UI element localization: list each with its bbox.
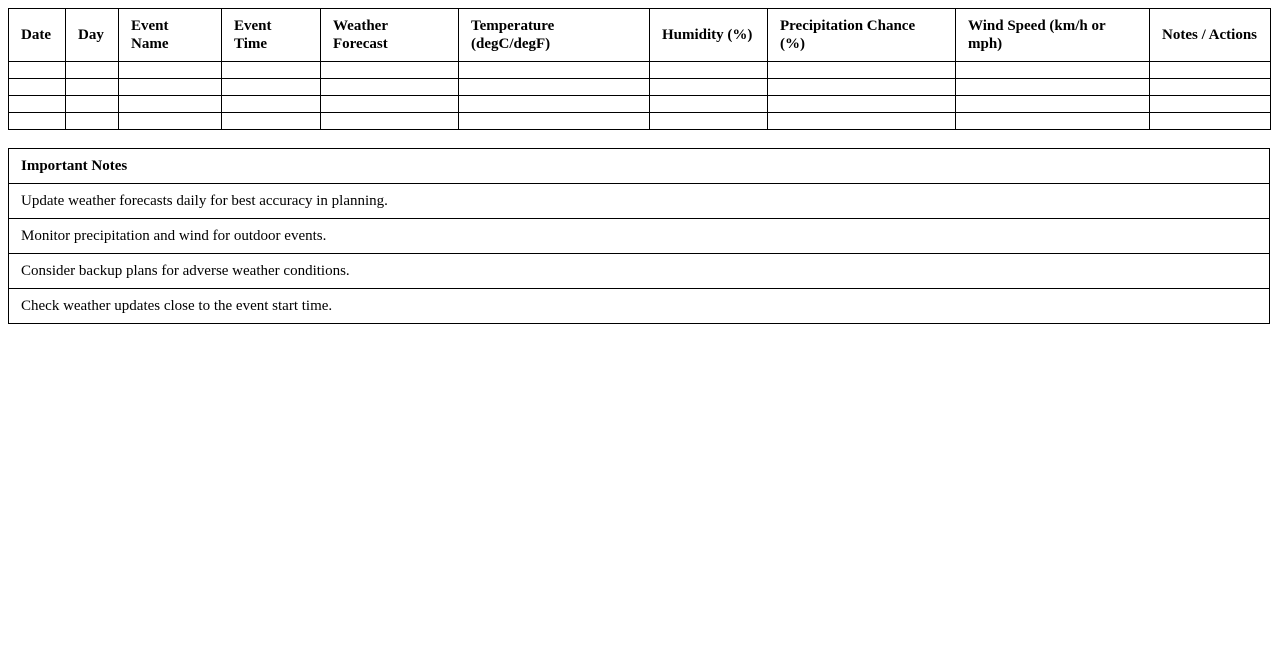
- table-cell[interactable]: [459, 113, 650, 130]
- table-cell[interactable]: [1150, 79, 1271, 96]
- table-cell[interactable]: [459, 96, 650, 113]
- table-cell[interactable]: [9, 79, 66, 96]
- table-cell[interactable]: [650, 113, 768, 130]
- table-cell[interactable]: [956, 96, 1150, 113]
- header-event-name: Event Name: [119, 9, 222, 62]
- header-weather-forecast: Weather Forecast: [321, 9, 459, 62]
- header-temperature: Temperature (degC/degF): [459, 9, 650, 62]
- table-header-row: [9, 9, 1271, 62]
- table-row: [9, 113, 1271, 130]
- header-date: Date: [9, 9, 66, 62]
- table-cell[interactable]: [9, 96, 66, 113]
- table-cell[interactable]: [650, 62, 768, 79]
- notes-heading-row: [9, 149, 1270, 184]
- notes-heading: Important Notes: [9, 149, 1270, 184]
- note-row: [9, 289, 1270, 324]
- important-notes-table: [8, 148, 1270, 324]
- table-cell[interactable]: [321, 62, 459, 79]
- table-cell[interactable]: [768, 79, 956, 96]
- header-humidity: Humidity (%): [650, 9, 768, 62]
- table-cell[interactable]: [9, 113, 66, 130]
- event-weather-table: [8, 8, 1271, 130]
- table-cell[interactable]: [1150, 113, 1271, 130]
- table-cell[interactable]: [321, 96, 459, 113]
- table-cell[interactable]: [956, 79, 1150, 96]
- table-cell[interactable]: [768, 96, 956, 113]
- document-body: [8, 8, 1270, 324]
- table-cell[interactable]: [66, 79, 119, 96]
- table-cell[interactable]: [459, 62, 650, 79]
- note-item: Consider backup plans for adverse weather conditions.: [9, 254, 1270, 289]
- note-item: Update weather forecasts daily for best accuracy in planning.: [9, 184, 1270, 219]
- table-cell[interactable]: [650, 96, 768, 113]
- table-cell[interactable]: [222, 113, 321, 130]
- note-row: [9, 219, 1270, 254]
- table-cell[interactable]: [66, 96, 119, 113]
- table-cell[interactable]: [119, 96, 222, 113]
- header-precipitation-chance: Precipitation Chance (%): [768, 9, 956, 62]
- table-cell[interactable]: [768, 62, 956, 79]
- table-cell[interactable]: [66, 62, 119, 79]
- table-cell[interactable]: [222, 79, 321, 96]
- table-row: [9, 79, 1271, 96]
- table-row: [9, 62, 1271, 79]
- note-item: Check weather updates close to the event start time.: [9, 289, 1270, 324]
- table-cell[interactable]: [768, 113, 956, 130]
- note-item: Monitor precipitation and wind for outdoor events.: [9, 219, 1270, 254]
- table-cell[interactable]: [321, 79, 459, 96]
- header-wind-speed: Wind Speed (km/h or mph): [956, 9, 1150, 62]
- table-cell[interactable]: [1150, 62, 1271, 79]
- table-row: [9, 96, 1271, 113]
- table-cell[interactable]: [119, 62, 222, 79]
- header-event-time: Event Time: [222, 9, 321, 62]
- header-day: Day: [66, 9, 119, 62]
- table-cell[interactable]: [222, 96, 321, 113]
- table-cell[interactable]: [956, 113, 1150, 130]
- table-cell[interactable]: [222, 62, 321, 79]
- header-notes-actions: Notes / Actions: [1150, 9, 1271, 62]
- table-cell[interactable]: [321, 113, 459, 130]
- note-row: [9, 254, 1270, 289]
- table-cell[interactable]: [9, 62, 66, 79]
- table-cell[interactable]: [119, 79, 222, 96]
- note-row: [9, 184, 1270, 219]
- table-cell[interactable]: [119, 113, 222, 130]
- table-cell[interactable]: [650, 79, 768, 96]
- table-cell[interactable]: [66, 113, 119, 130]
- table-cell[interactable]: [1150, 96, 1271, 113]
- table-cell[interactable]: [956, 62, 1150, 79]
- table-cell[interactable]: [459, 79, 650, 96]
